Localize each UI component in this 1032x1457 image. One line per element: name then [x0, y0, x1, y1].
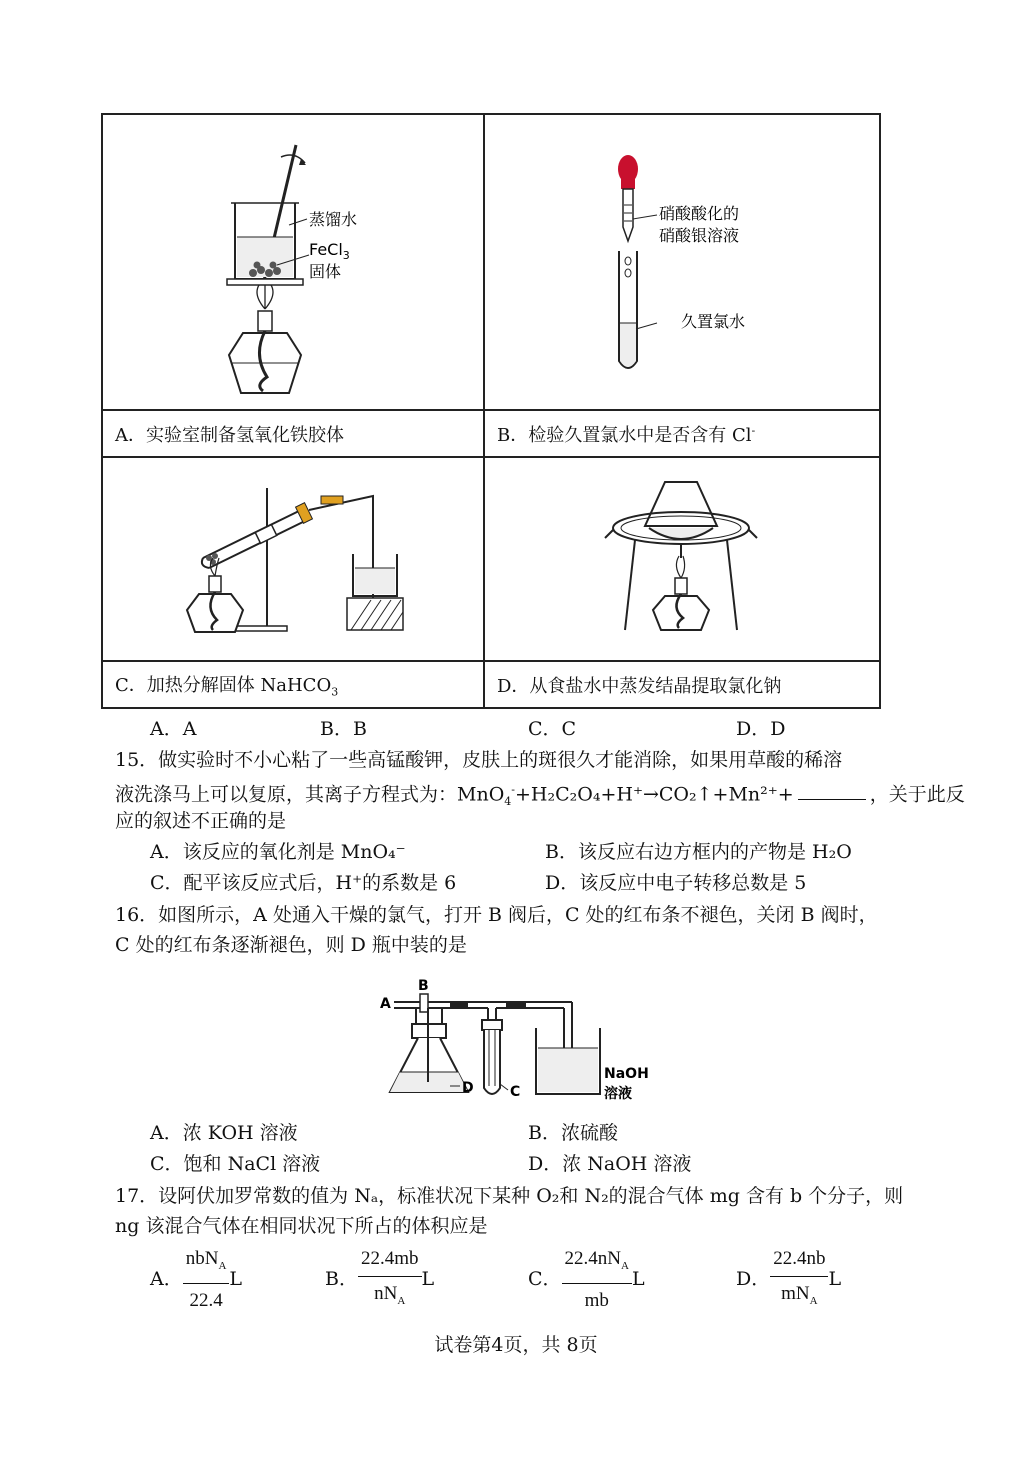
caption-c: C．加热分解固体 NaHCO$_3$ [102, 661, 484, 708]
caption-a: A．实验室制备氢氧化铁胶体 [102, 410, 484, 457]
q17-option-c: C． $\frac{22.4nN_A}{mb}$ L [528, 1244, 645, 1316]
figure-a-colloid-apparatus [103, 115, 483, 409]
q15-text-line3: 应的叙述不正确的是 [115, 810, 287, 832]
q15-option-b: B．该反应右边方框内的产物是 H₂O [545, 841, 852, 863]
q15-option-a: A．该反应的氧化剂是 MnO₄⁻ [150, 841, 406, 863]
figure-b-chlorine-test [485, 115, 881, 409]
q14-option-b: B．B [320, 718, 367, 740]
q14-option-a: A．A [150, 718, 197, 740]
q17-text-line2: ng 该混合气体在相同状况下所占的体积应是 [115, 1215, 488, 1237]
fig-label-naoh: NaOH [604, 1066, 649, 1082]
fig-label-d: D [462, 1080, 474, 1096]
q16-apparatus-figure [376, 974, 666, 1110]
q16-text-line1: 16．如图所示，A 处通入干燥的氯气，打开 B 阀后，C 处的红布条不褪色，关闭 B 阀时， [115, 904, 878, 926]
figure-c-heating-apparatus [103, 458, 483, 660]
q16-option-d: D．浓 NaOH 溶液 [528, 1153, 692, 1175]
q15-text-line1: 15．做实验时不小心粘了一些高锰酸钾，皮肤上的斑很久才能消除，如果用草酸的稀溶 [115, 749, 843, 771]
q15-text-line2: 液洗涤马上可以复原，其离子方程式为：MnO$_4$-+H₂C₂O₄+H⁺→CO₂↑+Mn²⁺+ ，关于此反 [115, 783, 965, 809]
q15-option-c: C．配平该反应式后，H⁺的系数是 6 [150, 872, 457, 894]
label-solid: 固体 [309, 262, 342, 281]
q14-option-d: D．D [736, 718, 786, 740]
q15-option-d: D．该反应中电子转移总数是 5 [545, 872, 807, 894]
figure-b-cell [484, 114, 880, 410]
figure-d-evaporation-apparatus [485, 458, 881, 660]
q16-option-b: B．浓硫酸 [528, 1122, 618, 1144]
label-reagent-line1: 硝酸酸化的 [659, 204, 740, 223]
q17-option-a: A． $\frac{nbN_A}{22.4}$ L [150, 1244, 242, 1316]
options-table [101, 113, 881, 709]
label-fecl3: FeCl$_3$ [309, 240, 350, 262]
q17-option-d: D． $\frac{22.4nb}{mN_A}$ L [736, 1244, 841, 1316]
fig-label-solution: 溶液 [604, 1086, 632, 1102]
figure-c-cell [102, 457, 484, 661]
q16-option-c: C．饱和 NaCl 溶液 [150, 1153, 321, 1175]
caption-d: D．从食盐水中蒸发结晶提取氯化钠 [484, 661, 880, 708]
label-reagent-line2: 硝酸银溶液 [659, 226, 740, 245]
page-footer: 试卷第4页，共 8页 [434, 1334, 598, 1356]
fig-label-a: A [380, 996, 391, 1012]
fig-label-b: B [418, 978, 429, 994]
label-old-chlorine-water: 久置氯水 [681, 312, 746, 331]
caption-b: B．检验久置氯水中是否含有 Cl- [484, 410, 880, 457]
q17-text-line1: 17．设阿伏加罗常数的值为 Nₐ，标准状况下某种 O₂和 N₂的混合气体 mg 含有 b 个分子，则 [115, 1185, 904, 1207]
label-distilled-water: 蒸馏水 [309, 210, 358, 229]
q17-option-b: B． $\frac{22.4mb}{nN_A}$ L [325, 1244, 434, 1316]
figure-d-cell [484, 457, 880, 661]
q16-option-a: A．浓 KOH 溶液 [150, 1122, 298, 1144]
fig-label-c: C [510, 1084, 521, 1100]
q14-option-c: C．C [528, 718, 577, 740]
q16-text-line2: C 处的红布条逐渐褪色，则 D 瓶中装的是 [115, 934, 467, 956]
figure-a-cell [102, 114, 484, 410]
